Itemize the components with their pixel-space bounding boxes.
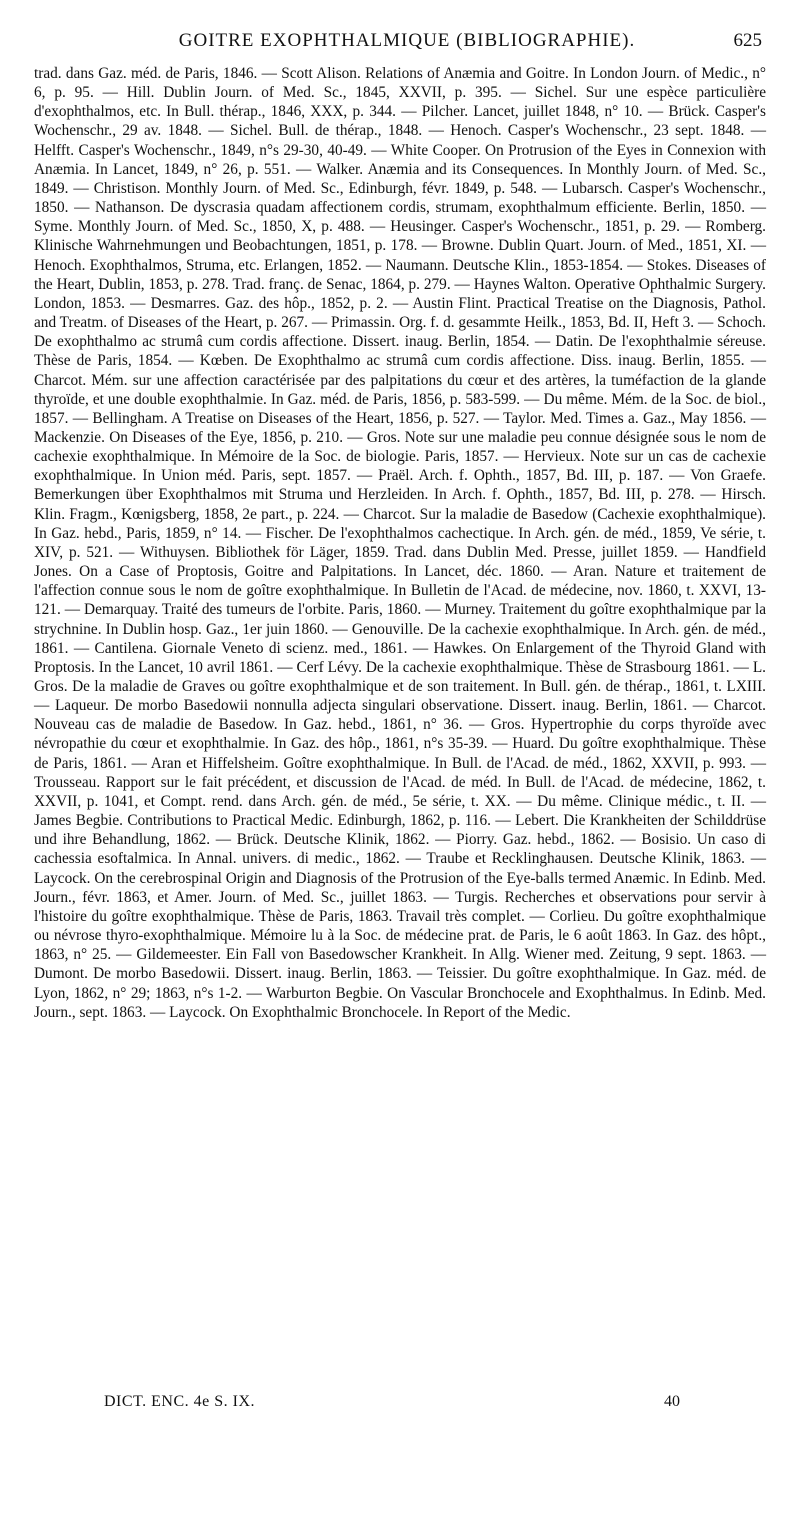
bibliography-paragraph: trad. dans Gaz. méd. de Paris, 1846. — Scott Alison. Relations of Anæmia and Goitre. In London Journ. of Medic., n° 6, p. 95. — Hill. Dublin Journ. of Med. Sc., 1845, XXVII, p. 395. — Sichel. Sur une espèce particulière d'exophthalmos, etc. In Bull. thérap., 1846, XXX, p. 344. — Pilcher. Lancet, juillet 1848, n° 10. — Brück. Casper's Wochenschr., 29 av. 1848. — Sichel. Bull. de thérap., 1848. — Henoch. Casper's Wochenschr., 23 sept. 1848. — Helfft. Casper's Wochenschr., 1849, n°s 29-30, 40-49. — White Cooper. On Protrusion of the Eyes in Connexion with Anæmia. In Lancet, 1849, n° 26, p. 551. — Walker. Anæmia and its Consequences. In Monthly Journ. of Med. Sc., 1849. — Christison. Monthly Journ. of Med. Sc., Edinburgh, févr. 1849, p. 548. — Lubarsch. Casper's Wochenschr., 1850. — Nathanson. De dyscrasia quadam affectionem cordis, strumam, exophthalmum efficiente. Berlin, 1850. — Syme. Monthly Journ. of Med. Sc., 1850, X, p. 488. — Heusinger. Casper's Wochenschr., 1851, p. 29. — Romberg. Klinische Wahrnehmungen und Beobachtungen, 1851, p. 178. — Browne. Dublin Quart. Journ. of Med., 1851, XI. — Henoch. Exophthalmos, Struma, etc. Erlangen, 1852. — Naumann. Deutsche Klin., 1853-1854. — Stokes. Diseases of the Heart, Dublin, 1853, p. 278. Trad. franç. de Senac, 1864, p. 279. — Haynes Walton. Operative Ophthalmic Surgery. London, 1853. — Desmarres. Gaz. des hôp., 1852, p. 2. — Austin Flint. Practical Treatise on the Diagnosis, Pathol. and Treatm. of Diseases of the Heart, p. 267. — Primassin. Org. f. d. gesammte Heilk., 1853, Bd. II, Heft 3. — Schoch. De exophthalmo ac strumâ cum cordis affectione. Dissert. inaug. Berlin, 1854. — Datin. De l'exophthalmie séreuse. Thèse de Paris, 1854. — Kœben. De Exophthalmo ac strumâ cum cordis affectione. Diss. inaug. Berlin, 1855. — Charcot. Mém. sur une affection caractérisée par des palpitations du cœur et des artères, la tuméfaction de la glande thyroïde, et une double exophthalmie. In Gaz. méd. de Paris, 1856, p. 583-599. — Du même. Mém. de la Soc. de biol., 1857. — Bellingham. A Treatise on Diseases of the Heart, 1856, p. 527. — Taylor. Med. Times a. Gaz., May 1856. — Mackenzie. On Diseases of the Eye, 1856, p. 210. — Gros. Note sur une maladie peu connue désignée sous le nom de cachexie exophthalmique. In Mémoire de la Soc. de biologie. Paris, 1857. — Hervieux. Note sur un cas de cachexie exophthalmique. In Union méd. Paris, sept. 1857. — Praël. Arch. f. Ophth., 1857, Bd. III, p. 187. — Von Graefe. Bemerkungen über Exophthalmos mit Struma und Herzleiden. In Arch. f. Ophth., 1857, Bd. III, p. 278. — Hirsch. Klin. Fragm., Kœnigsberg, 1858, 2e part., p. 224. — Charcot. Sur la maladie de Basedow (Cachexie exophthalmique). In Gaz. hebd., Paris, 1859, n° 14. — Fischer. De l'exophthalmos cachectique. In Arch. gén. de méd., 1859, Ve série, t. XIV, p. 521. — Withuysen. Bibliothek för Läger, 1859. Trad. dans Dublin Med. Presse, juillet 1859. — Handfield Jones. On a Case of Proptosis, Goitre and Palpitations. In Lancet, déc. 1860. — Aran. Nature et traitement de l'affection connue sous le nom de goître exophthalmique. In Bulletin de l'Acad. de médecine, nov. 1860, t. XXVI, 13-121. — Demarquay. Traité des tumeurs de l'orbite. Paris, 1860. — Murney. Traitement du goître exophthalmique par la strychnine. In Dublin hosp. Gaz., 1er juin 1860. — Genouville. De la cachexie exophthalmique. In Arch. gén. de méd., 1861. — Cantilena. Giornale Veneto di scienz. med., 1861. — Hawkes. On Enlargement of the Thyroid Gland with Proptosis. In the Lancet, 10 avril 1861. — Cerf Lévy. De la cachexie exophthalmique. Thèse de Strasbourg 1861. — L. Gros. De la maladie de Graves ou goître exophthalmique et de son traitement. In Bull. gén. de thérap., 1861, t. LXIII. — Laqueur. De morbo Basedowii nonnulla adjecta singulari observatione. Dissert. inaug. Berlin, 1861. — Charcot. Nouveau cas de maladie de Basedow. In Gaz. hebd., 1861, n° 36. — Gros. Hypertrophie du corps thyroïde avec névropathie du cœur et exophthalmie. In Gaz. des hôp., 1861, n°s 35-39. — Huard. Du goître exophthalmique. Thèse de Paris, 1861. — Aran et Hiffelsheim. Goître exophthalmique. In Bull. de l'Acad. de méd., 1862, XXVII, p. 993. — Trousseau. Rapport sur le fait précédent, et discussion de l'Acad. de méd. In Bull. de l'Acad. de médecine, 1862, t. XXVII, p. 1041, et Compt. rend. dans Arch. gén. de méd., 5e série, t. XX. — Du même. Clinique médic., t. II. — James Begbie. Contributions to Practical Medic. Edinburgh, 1862, p. 116. — Lebert. Die Krankheiten der Schilddrüse und ihre Behandlung, 1862. — Brück. Deutsche Klinik, 1862. — Piorry. Gaz. hebd., 1862. — Bosisio. Un caso di cachessia esoftalmica. In Annal. univers. di medic., 1862. — Traube et Recklinghausen. Deutsche Klinik, 1863. — Laycock. On the cerebrospinal Origin and Diagnosis of the Protrusion of the Eye-balls termed Anæmic. In Edinb. Med. Journ., févr. 1863, et Amer. Journ. of Med. Sc., juillet 1863. — Turgis. Recherches et observations pour servir à l'histoire du goître exophthalmique. Thèse de Paris, 1863. Travail très complet. — Corlieu. Du goître exophthalmique ou névrose thyro-exophthalmique. Mémoire lu à la Soc. de médecine prat. de Paris, le 6 août 1863. In Gaz. des hôpt., 1863, n° 25. — Gildemeester. Ein Fall von Basedowscher Krankheit. In Allg. Wiener med. Zeitung, 9 sept. 1863. — Dumont. De morbo Basedowii. Dissert. inaug. Berlin, 1863. — Teissier. Du goître exophthalmique. In Gaz. méd. de Lyon, 1862, n° 29; 1863, n°s 1-2. — Warburton Begbie. On Vascular Bronchocele and Exophthalmus. In Edinb. Med. Journ., sept. 1863. — Laycock. On Exophthalmic Bronchocele. In Report of the Medic.	[34, 65, 766, 1021]
footer-sheet-number: 40	[664, 1393, 680, 1410]
page-title: GOITRE EXOPHTHALMIQUE (BIBLIOGRAPHIE).	[178, 30, 636, 51]
bibliography-text	[34, 64, 766, 1022]
page-number: 625	[733, 30, 762, 51]
footer-signature: DICT. ENC. 4e S. IX.	[104, 1393, 256, 1410]
running-head	[52, 30, 762, 56]
page-footer	[104, 1393, 680, 1415]
